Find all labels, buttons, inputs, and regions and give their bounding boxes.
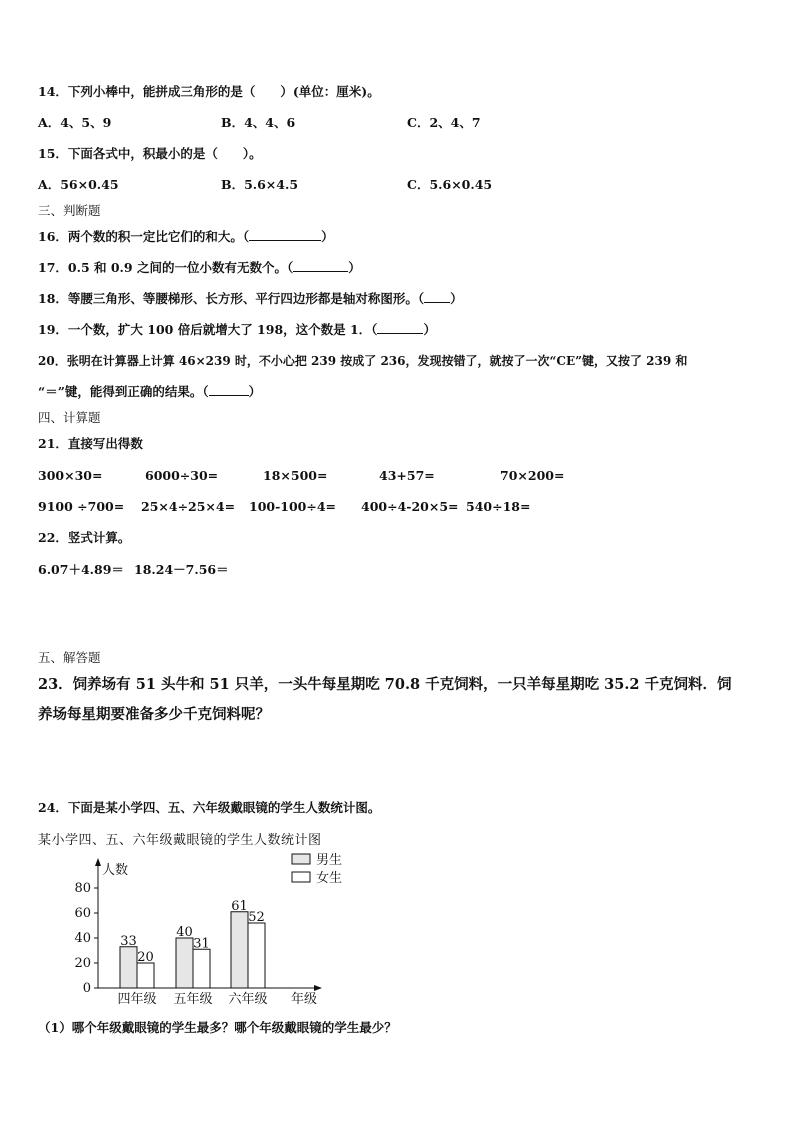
q15-option-c: C．5.6×0.45 (407, 177, 493, 192)
y-axis-arrow (95, 858, 101, 866)
bar-value-label: 33 (120, 933, 137, 949)
x-axis-arrow (314, 985, 322, 991)
q14-option-a: A．4、5、9 (38, 115, 112, 130)
q14-stem: 14．下列小棒中，能拼成三角形的是（ ）(单位：厘米)。 (38, 84, 380, 99)
section-4-heading: 四、计算题 (38, 410, 101, 425)
q21-calc-9: 400÷4-20×5= (361, 499, 459, 514)
legend-label: 男生 (316, 853, 343, 868)
x-tick-label: 六年级 (228, 992, 268, 1007)
bar-value-label: 61 (231, 898, 248, 914)
q20-line-2 (38, 384, 261, 400)
y-tick-label: 60 (74, 906, 91, 921)
q18-paren-close: ） (450, 291, 463, 306)
bar (120, 947, 137, 988)
q18 (38, 291, 463, 307)
q23-line-2: 养场每星期要准备多少千克饲料呢？ (38, 706, 270, 723)
q20-answer-blank[interactable] (209, 384, 249, 396)
y-axis-label: 人数 (102, 863, 129, 878)
bar (193, 949, 210, 988)
q21-calc-3: 18×500= (263, 468, 328, 483)
y-tick-label: 0 (82, 981, 91, 996)
bar-chart (38, 848, 358, 1010)
bar (137, 963, 154, 988)
bar-value-label: 52 (248, 910, 265, 925)
y-tick-label: 80 (74, 881, 91, 896)
bar-value-label: 40 (176, 925, 193, 940)
q18-text: 18．等腰三角形、等腰梯形、长方形、平行四边形都是轴对称图形。（ (38, 291, 425, 306)
q17-text: 17．0.5 和 0.9 之间的一位小数有无数个。（ (38, 260, 294, 275)
q21-calc-8: 100-100÷4= (249, 499, 337, 514)
q19-answer-blank[interactable] (377, 322, 423, 334)
q20-paren-close: ） (248, 384, 262, 399)
q21-calc-1: 300×30= (38, 468, 103, 483)
q15-option-a: A．56×0.45 (38, 177, 119, 192)
x-axis-label: 年级 (290, 992, 318, 1007)
q21-calc-6: 9100 ÷700= (38, 499, 125, 514)
q16-answer-blank[interactable] (249, 229, 321, 241)
q21-calc-2: 6000÷30= (145, 468, 219, 483)
section-5-heading: 五、解答题 (38, 650, 101, 665)
q19-paren-close: ） (423, 322, 436, 337)
bar-value-label: 20 (137, 950, 154, 965)
q16 (38, 229, 334, 245)
q15-stem: 15．下面各式中，积最小的是（ ）。 (38, 146, 262, 161)
q21-calc-4: 43+57= (379, 468, 435, 483)
q19 (38, 322, 436, 338)
q22-item-2: 18.24－7.56＝ (134, 562, 229, 577)
q17-paren-close: ） (348, 260, 361, 275)
q24-stem: 24．下面是某小学四、五、六年级戴眼镜的学生人数统计图。 (38, 800, 381, 815)
q21-stem: 21．直接写出得数 (38, 436, 143, 451)
q17 (38, 260, 361, 276)
q21-calc-10: 540÷18= (466, 499, 531, 514)
legend-swatch (292, 854, 310, 864)
q19-text: 19．一个数，扩大 100 倍后就增大了 198，这个数是 1．（ (38, 322, 378, 337)
bar (176, 938, 193, 988)
q16-text: 16．两个数的积一定比它们的和大。（ (38, 229, 250, 244)
q22-stem: 22．竖式计算。 (38, 530, 131, 545)
x-tick-label: 五年级 (173, 992, 213, 1007)
q14-option-c: C．2、4、7 (407, 115, 481, 130)
q22-item-1: 6.07＋4.89＝ (38, 562, 124, 577)
chart-title: 某小学四、五、六年级戴眼镜的学生人数统计图 (38, 833, 322, 848)
bar-value-label: 31 (193, 936, 210, 952)
q23-line-1: 23．饲养场有 51 头牛和 51 只羊，一头牛每星期吃 70.8 千克饲料，一只羊每星期吃 35.2 千克饲料．饲 (38, 676, 732, 693)
q15-option-b: B．5.6×4.5 (221, 177, 299, 192)
q21-calc-7: 25×4÷25×4= (141, 499, 236, 514)
bar (231, 912, 248, 988)
x-tick-label: 四年级 (117, 992, 157, 1007)
q17-answer-blank[interactable] (293, 260, 348, 272)
q20-line-1: 20．张明在计算器上计算 46×239 时，不小心把 239 按成了 236，发现按错了，就按了一次“CE”键，又按了 239 和 (38, 354, 688, 368)
legend-label: 女生 (316, 871, 343, 886)
q21-calc-5: 70×200= (500, 468, 565, 483)
q18-answer-blank[interactable] (424, 291, 450, 303)
q14-option-b: B．4、4、6 (221, 115, 296, 130)
y-tick-label: 40 (74, 931, 91, 946)
bar (248, 923, 265, 988)
q16-paren-close: ） (321, 229, 334, 244)
section-3-heading: 三、判断题 (38, 203, 101, 218)
q24-sub-question-1: （1）哪个年级戴眼镜的学生最多？哪个年级戴眼镜的学生最少？ (38, 1020, 397, 1035)
q20-text: “＝”键，能得到正确的结果。（ (38, 384, 209, 399)
legend-swatch (292, 872, 310, 882)
y-tick-label: 20 (74, 956, 91, 971)
